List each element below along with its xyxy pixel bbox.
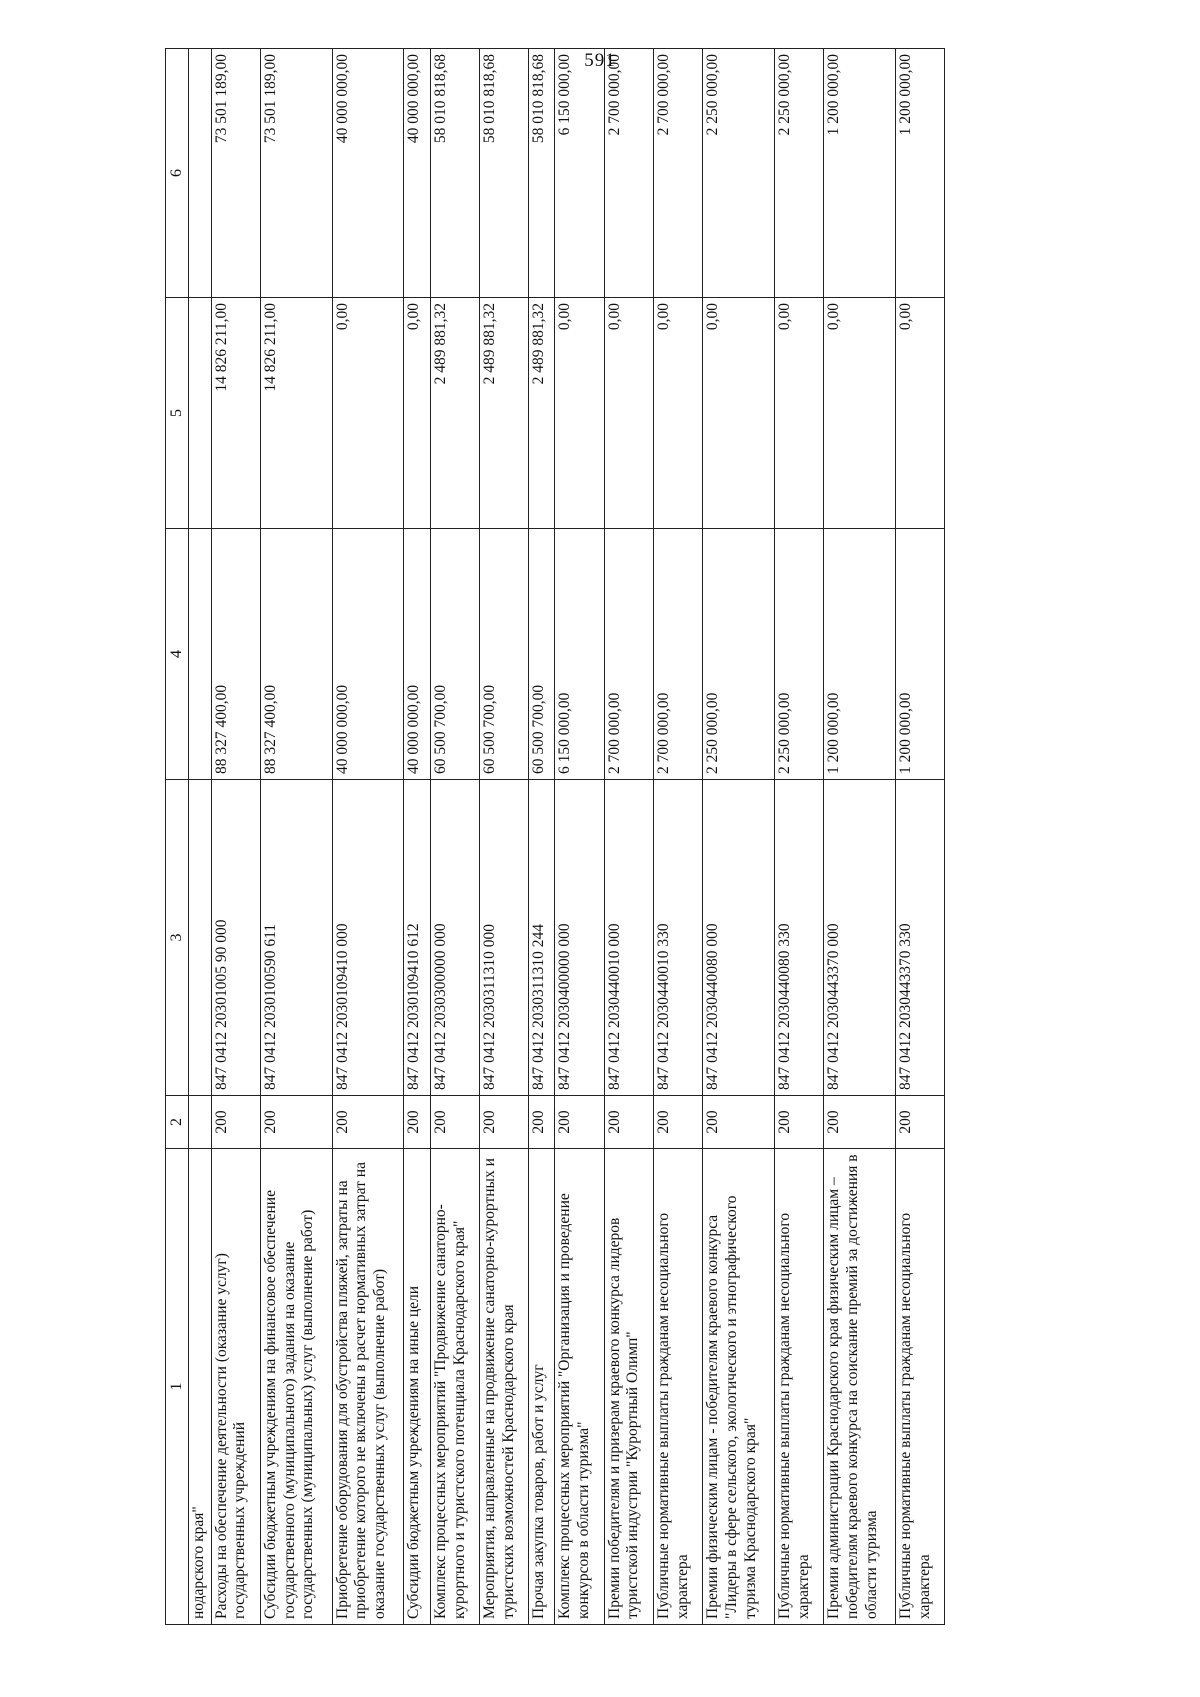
row-value-4: 2 250 000,00 (702, 529, 774, 780)
row-value-4: 6 150 000,00 (555, 529, 604, 780)
row-value-6: 58 010 818,68 (430, 49, 479, 298)
row-code: 847 0412 2030440080 000 (702, 780, 774, 1096)
row-value-6: 2 700 000,00 (604, 49, 653, 298)
row-col2: 200 (774, 1096, 823, 1149)
table-row (404, 49, 430, 1625)
table-row (604, 49, 653, 1625)
row-code: 847 0412 20301005 90 000 (211, 780, 260, 1096)
row-value-5: 14 826 211,00 (211, 298, 260, 529)
row-value-5: 0,00 (774, 298, 823, 529)
row-col2: 200 (529, 1096, 555, 1149)
row-value-5: 0,00 (653, 298, 702, 529)
row-value-4: 2 250 000,00 (774, 529, 823, 780)
row-value-4: 88 327 400,00 (211, 529, 260, 780)
table-row (555, 49, 604, 1625)
column-header-1: 1 (166, 1149, 189, 1625)
row-value-6: 1 200 000,00 (823, 49, 895, 298)
table-row (260, 49, 332, 1625)
row-value-6: 73 501 189,00 (260, 49, 332, 298)
row-value-5: 0,00 (604, 298, 653, 529)
row-value-5: 2 489 881,32 (430, 298, 479, 529)
row-name: Прочая закупка товаров, работ и услуг (529, 1149, 555, 1625)
table-row (211, 49, 260, 1625)
row-code: 847 0412 2030300000 000 (430, 780, 479, 1096)
row-value-4: 40 000 000,00 (332, 529, 404, 780)
row-code: 847 0412 2030440010 000 (604, 780, 653, 1096)
row-code: 847 0412 2030440080 330 (774, 780, 823, 1096)
row-value-6: 40 000 000,00 (404, 49, 430, 298)
row-code: 847 0412 2030311310 244 (529, 780, 555, 1096)
row-name: Премии победителям и призерам краевого конкурса лидеров туристской индустрии "Курортный Олимп" (604, 1149, 653, 1625)
column-header-5: 5 (166, 298, 189, 529)
column-header-4: 4 (166, 529, 189, 780)
row-code: 847 0412 2030443370 000 (823, 780, 895, 1096)
row-name: Премии физическим лицам - победителям краевого конкурса "Лидеры в сфере сельского, экологического и этнографического туризма Краснодарского края" (702, 1149, 774, 1625)
row-value-6: 6 150 000,00 (555, 49, 604, 298)
row-value-4: 2 700 000,00 (653, 529, 702, 780)
row-code: 847 0412 2030311310 000 (479, 780, 528, 1096)
row-col2: 200 (555, 1096, 604, 1149)
row-name: Премии администрации Краснодарского края физическим лицам – победителям краевого конкурса на соискание премий за достижения в области туризма (823, 1149, 895, 1625)
column-header-6: 6 (166, 49, 189, 298)
row-value-4: 1 200 000,00 (823, 529, 895, 780)
table-row (774, 49, 823, 1625)
row-col2: 200 (211, 1096, 260, 1149)
row-value-4: 40 000 000,00 (404, 529, 430, 780)
row-col2: 200 (479, 1096, 528, 1149)
table-row (332, 49, 404, 1625)
row-name: Расходы на обеспечение деятельности (оказание услуг) государственных учреждений (211, 1149, 260, 1625)
row-value-5: 0,00 (823, 298, 895, 529)
row-value-5: 0,00 (895, 298, 944, 529)
continuation-text: нодарского края" (188, 1149, 211, 1625)
row-value-6: 2 250 000,00 (702, 49, 774, 298)
row-name: Публичные нормативные выплаты гражданам несоциального характера (895, 1149, 944, 1625)
row-value-4: 1 200 000,00 (895, 529, 944, 780)
table-row (430, 49, 479, 1625)
table-row (479, 49, 528, 1625)
row-value-4: 60 500 700,00 (430, 529, 479, 780)
row-name: Публичные нормативные выплаты гражданам несоциального характера (653, 1149, 702, 1625)
table-row (653, 49, 702, 1625)
row-col2: 200 (332, 1096, 404, 1149)
row-value-6: 58 010 818,68 (529, 49, 555, 298)
row-value-4: 88 327 400,00 (260, 529, 332, 780)
row-col2: 200 (823, 1096, 895, 1149)
row-name: Мероприятия, направленные на продвижение санаторно-курортных и туристских возможностей Краснодарского края (479, 1149, 528, 1625)
row-value-6: 58 010 818,68 (479, 49, 528, 298)
row-name: Комплекс процессных мероприятий "Продвижение санаторно-курортного и туристского потенциала Краснодарского края" (430, 1149, 479, 1625)
row-name: Комплекс процессных мероприятий "Организация и проведение конкурсов в области туризма" (555, 1149, 604, 1625)
column-header-2: 2 (166, 1096, 189, 1149)
row-code: 847 0412 2030109410 612 (404, 780, 430, 1096)
page-number: 591 (584, 50, 616, 71)
row-value-5: 2 489 881,32 (479, 298, 528, 529)
row-code: 847 0412 2030109410 000 (332, 780, 404, 1096)
row-code: 847 0412 2030400000 000 (555, 780, 604, 1096)
row-name: Субсидии бюджетным учреждениям на финансовое обеспечение государственного (муниципального) задания на оказание государственных (муниципальных) услуг (выполнение работ) (260, 1149, 332, 1625)
budget-table (165, 48, 945, 1625)
row-value-6: 2 700 000,00 (653, 49, 702, 298)
row-value-6: 2 250 000,00 (774, 49, 823, 298)
row-value-5: 0,00 (404, 298, 430, 529)
row-col2: 200 (404, 1096, 430, 1149)
column-header-3: 3 (166, 780, 189, 1096)
row-value-5: 0,00 (702, 298, 774, 529)
row-value-4: 60 500 700,00 (529, 529, 555, 780)
row-col2: 200 (260, 1096, 332, 1149)
row-col2: 200 (604, 1096, 653, 1149)
row-col2: 200 (430, 1096, 479, 1149)
row-name: Субсидии бюджетным учреждениям на иные цели (404, 1149, 430, 1625)
row-value-5: 0,00 (555, 298, 604, 529)
row-value-5: 14 826 211,00 (260, 298, 332, 529)
table-row (702, 49, 774, 1625)
row-code: 847 0412 2030440010 330 (653, 780, 702, 1096)
table-header-row (166, 49, 189, 1625)
table-row (895, 49, 944, 1625)
row-value-6: 40 000 000,00 (332, 49, 404, 298)
table-row (529, 49, 555, 1625)
row-value-5: 2 489 881,32 (529, 298, 555, 529)
row-name: Публичные нормативные выплаты гражданам несоциального характера (774, 1149, 823, 1625)
row-value-6: 1 200 000,00 (895, 49, 944, 298)
row-value-6: 73 501 189,00 (211, 49, 260, 298)
row-col2: 200 (895, 1096, 944, 1149)
row-value-4: 60 500 700,00 (479, 529, 528, 780)
row-code: 847 0412 2030443370 330 (895, 780, 944, 1096)
row-code: 847 0412 2030100590 611 (260, 780, 332, 1096)
row-name: Приобретение оборудования для обустройства пляжей, затраты на приобретение которого не включены в расчет нормативных затрат на оказание государственных услуг (выполнение работ) (332, 1149, 404, 1625)
continuation-row (188, 49, 211, 1625)
row-value-4: 2 700 000,00 (604, 529, 653, 780)
row-col2: 200 (653, 1096, 702, 1149)
table-row (823, 49, 895, 1625)
row-value-5: 0,00 (332, 298, 404, 529)
row-col2: 200 (702, 1096, 774, 1149)
